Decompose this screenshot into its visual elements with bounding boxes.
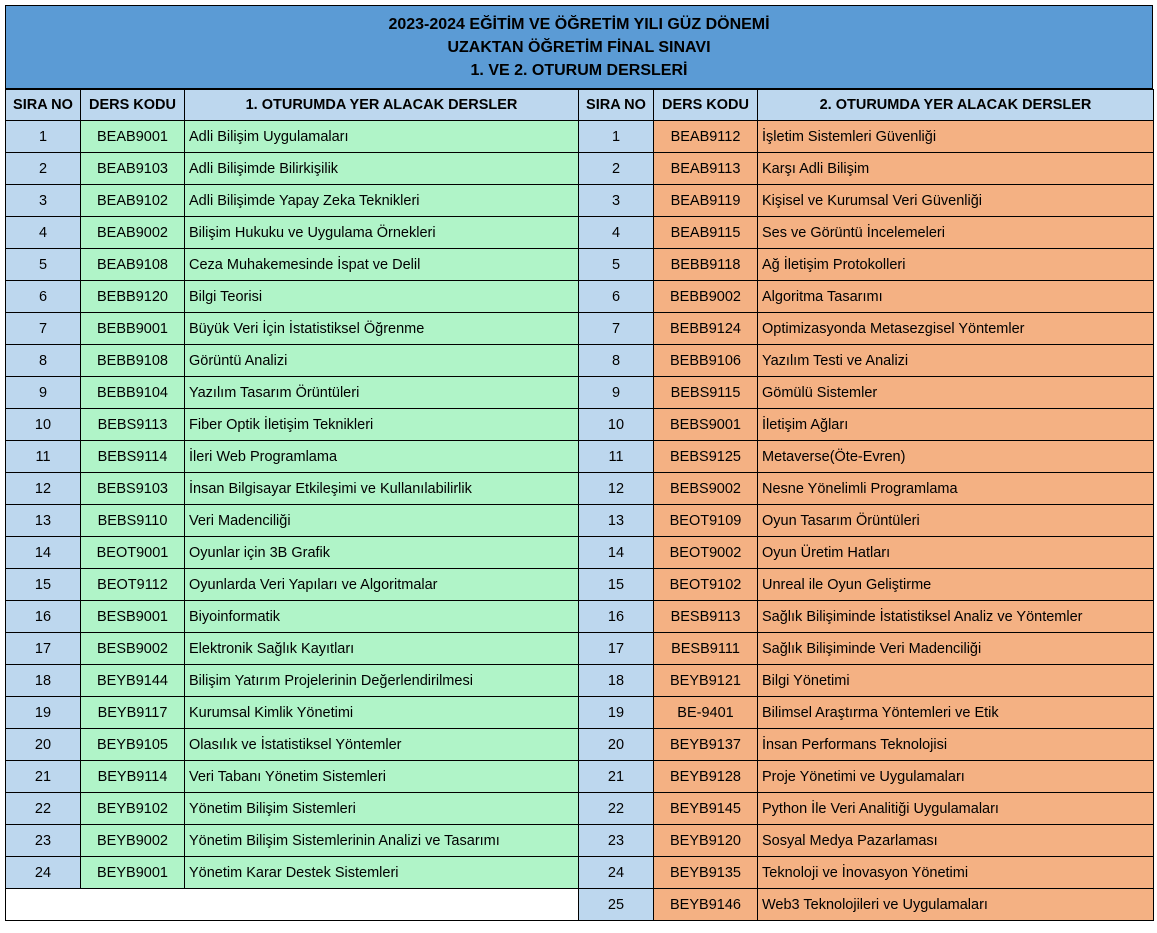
session1-ders-kodu: BEBB9001: [81, 313, 185, 345]
session2-ders-adi: Sağlık Bilişiminde Veri Madenciliği: [758, 633, 1154, 665]
session2-sira-no: 13: [579, 505, 654, 537]
table-row: [6, 121, 1154, 153]
session2-sira-no: 23: [579, 825, 654, 857]
title-block: [5, 5, 1153, 89]
table-row: [6, 281, 1154, 313]
session2-sira-no: 15: [579, 569, 654, 601]
session2-ders-adi: Metaverse(Öte-Evren): [758, 441, 1154, 473]
session2-sira-no: 2: [579, 153, 654, 185]
table-row: [6, 185, 1154, 217]
session2-ders-kodu: BEOT9102: [654, 569, 758, 601]
session2-ders-kodu: BEBS9002: [654, 473, 758, 505]
session1-ders-adi: Adli Bilişimde Yapay Zeka Teknikleri: [185, 185, 579, 217]
courses-body: [6, 121, 1154, 921]
session1-ders-adi: Oyunlarda Veri Yapıları ve Algoritmalar: [185, 569, 579, 601]
session2-ders-adi: Sosyal Medya Pazarlaması: [758, 825, 1154, 857]
session2-ders-adi: Bilgi Yönetimi: [758, 665, 1154, 697]
session1-sira-no: 11: [6, 441, 81, 473]
session1-ders-kodu: BEAB9108: [81, 249, 185, 281]
session2-sira-no: 8: [579, 345, 654, 377]
session1-ders-kodu: BEOT9112: [81, 569, 185, 601]
session1-ders-adi: Kurumsal Kimlik Yönetimi: [185, 697, 579, 729]
session1-ders-adi: Yönetim Bilişim Sistemleri: [185, 793, 579, 825]
session2-ders-kodu: BEYB9145: [654, 793, 758, 825]
exam-schedule-sheet: [5, 5, 1153, 921]
session2-ders-adi: Ağ İletişim Protokolleri: [758, 249, 1154, 281]
session2-ders-kodu: BEBS9001: [654, 409, 758, 441]
session2-ders-adi: Optimizasyonda Metasezgisel Yöntemler: [758, 313, 1154, 345]
table-row: [6, 601, 1154, 633]
session1-ders-adi: Bilgi Teorisi: [185, 281, 579, 313]
session2-ders-kodu: BEAB9113: [654, 153, 758, 185]
courses-table: [5, 89, 1154, 921]
session2-sira-no: 5: [579, 249, 654, 281]
session2-ders-adi: İnsan Performans Teknolojisi: [758, 729, 1154, 761]
session1-ders-adi: Olasılık ve İstatistiksel Yöntemler: [185, 729, 579, 761]
session2-sira-no: 11: [579, 441, 654, 473]
session2-sira-no: 21: [579, 761, 654, 793]
session1-ders-kodu: BEBS9113: [81, 409, 185, 441]
session2-ders-adi: Unreal ile Oyun Geliştirme: [758, 569, 1154, 601]
header-row: [6, 90, 1154, 121]
session1-ders-kodu: BEYB9102: [81, 793, 185, 825]
session2-sira-no: 17: [579, 633, 654, 665]
table-row: [6, 857, 1154, 889]
table-row: [6, 729, 1154, 761]
table-row: [6, 505, 1154, 537]
session2-sira-no: 6: [579, 281, 654, 313]
session1-sira-no: 5: [6, 249, 81, 281]
session1-ders-kodu: BEAB9002: [81, 217, 185, 249]
session2-ders-kodu: BEAB9115: [654, 217, 758, 249]
session2-ders-adi: Sağlık Bilişiminde İstatistiksel Analiz ve Yöntemler: [758, 601, 1154, 633]
session2-ders-kodu: BEBB9002: [654, 281, 758, 313]
session1-sira-no: 15: [6, 569, 81, 601]
table-row: [6, 473, 1154, 505]
table-row: [6, 409, 1154, 441]
session1-ders-adi: Elektronik Sağlık Kayıtları: [185, 633, 579, 665]
session1-sira-no: 24: [6, 857, 81, 889]
session2-ders-adi: Bilimsel Araştırma Yöntemleri ve Etik: [758, 697, 1154, 729]
header-ders-kodu-2: DERS KODU: [654, 90, 758, 121]
header-session2: 2. OTURUMDA YER ALACAK DERSLER: [758, 90, 1154, 121]
session1-ders-adi: İnsan Bilgisayar Etkileşimi ve Kullanılabilirlik: [185, 473, 579, 505]
session1-sira-no: 2: [6, 153, 81, 185]
session2-ders-kodu: BEYB9137: [654, 729, 758, 761]
session1-ders-kodu: BEYB9001: [81, 857, 185, 889]
header-session1: 1. OTURUMDA YER ALACAK DERSLER: [185, 90, 579, 121]
session2-ders-kodu: BESB9113: [654, 601, 758, 633]
session1-sira-no: 18: [6, 665, 81, 697]
session1-sira-no: 3: [6, 185, 81, 217]
session1-ders-adi: Oyunlar için 3B Grafik: [185, 537, 579, 569]
session1-ders-kodu: BEBB9104: [81, 377, 185, 409]
session2-sira-no: 1: [579, 121, 654, 153]
session1-ders-kodu: BEBS9114: [81, 441, 185, 473]
session1-ders-kodu: BEYB9117: [81, 697, 185, 729]
session2-sira-no: 25: [579, 889, 654, 921]
session2-ders-kodu: BEAB9112: [654, 121, 758, 153]
session1-ders-kodu: BEYB9105: [81, 729, 185, 761]
session2-ders-kodu: BEBB9106: [654, 345, 758, 377]
session2-ders-adi: Teknoloji ve İnovasyon Yönetimi: [758, 857, 1154, 889]
session2-sira-no: 24: [579, 857, 654, 889]
table-row: [6, 153, 1154, 185]
session1-ders-kodu: BEBS9103: [81, 473, 185, 505]
session1-ders-kodu: BESB9002: [81, 633, 185, 665]
session2-ders-kodu: BEYB9146: [654, 889, 758, 921]
session2-sira-no: 4: [579, 217, 654, 249]
table-row: [6, 761, 1154, 793]
session2-ders-kodu: BEAB9119: [654, 185, 758, 217]
session2-ders-adi: İletişim Ağları: [758, 409, 1154, 441]
header-sira-no-1: SIRA NO: [6, 90, 81, 121]
session2-ders-adi: Yazılım Testi ve Analizi: [758, 345, 1154, 377]
session2-ders-adi: Algoritma Tasarımı: [758, 281, 1154, 313]
session2-sira-no: 10: [579, 409, 654, 441]
session2-ders-kodu: BEBB9124: [654, 313, 758, 345]
session1-ders-adi: Bilişim Yatırım Projelerinin Değerlendirilmesi: [185, 665, 579, 697]
session1-ders-adi: Büyük Veri İçin İstatistiksel Öğrenme: [185, 313, 579, 345]
session1-sira-no: 17: [6, 633, 81, 665]
session1-ders-adi: Biyoinformatik: [185, 601, 579, 633]
table-row: [6, 313, 1154, 345]
session2-ders-adi: Kişisel ve Kurumsal Veri Güvenliği: [758, 185, 1154, 217]
session2-sira-no: 7: [579, 313, 654, 345]
session1-ders-kodu: BEYB9002: [81, 825, 185, 857]
session2-ders-kodu: BEOT9002: [654, 537, 758, 569]
table-row: [6, 569, 1154, 601]
session1-ders-adi: Ceza Muhakemesinde İspat ve Delil: [185, 249, 579, 281]
session1-sira-no: 23: [6, 825, 81, 857]
session2-sira-no: 9: [579, 377, 654, 409]
session2-ders-kodu: BEYB9121: [654, 665, 758, 697]
session1-sira-no: 16: [6, 601, 81, 633]
session1-ders-kodu: BEAB9102: [81, 185, 185, 217]
table-row: [6, 441, 1154, 473]
session1-sira-no: 21: [6, 761, 81, 793]
header-sira-no-2: SIRA NO: [579, 90, 654, 121]
session1-sira-no: 12: [6, 473, 81, 505]
session1-sira-no: 20: [6, 729, 81, 761]
session1-ders-adi: Yönetim Karar Destek Sistemleri: [185, 857, 579, 889]
session2-sira-no: 19: [579, 697, 654, 729]
session2-sira-no: 20: [579, 729, 654, 761]
table-row: [6, 793, 1154, 825]
session1-ders-adi: Fiber Optik İletişim Teknikleri: [185, 409, 579, 441]
session2-ders-adi: Web3 Teknolojileri ve Uygulamaları: [758, 889, 1154, 921]
session1-sira-no: 7: [6, 313, 81, 345]
session2-ders-kodu: BEBB9118: [654, 249, 758, 281]
session2-ders-kodu: BEYB9135: [654, 857, 758, 889]
table-row: [6, 377, 1154, 409]
session1-ders-adi: Veri Tabanı Yönetim Sistemleri: [185, 761, 579, 793]
session2-ders-kodu: BEBS9125: [654, 441, 758, 473]
table-row: [6, 633, 1154, 665]
session2-ders-adi: Ses ve Görüntü İncelemeleri: [758, 217, 1154, 249]
session1-ders-adi: Bilişim Hukuku ve Uygulama Örnekleri: [185, 217, 579, 249]
session1-sira-no: 1: [6, 121, 81, 153]
session1-sira-no: 14: [6, 537, 81, 569]
session1-ders-kodu: BEYB9114: [81, 761, 185, 793]
table-row: [6, 889, 1154, 921]
session1-sira-no: 8: [6, 345, 81, 377]
session1-empty-cell: [6, 889, 579, 921]
session1-ders-adi: Adli Bilişim Uygulamaları: [185, 121, 579, 153]
table-row: [6, 665, 1154, 697]
session1-sira-no: 6: [6, 281, 81, 313]
session2-sira-no: 14: [579, 537, 654, 569]
session1-ders-adi: İleri Web Programlama: [185, 441, 579, 473]
title-line-3: 1. VE 2. OTURUM DERSLERİ: [470, 61, 688, 79]
session1-ders-kodu: BEYB9144: [81, 665, 185, 697]
session1-sira-no: 9: [6, 377, 81, 409]
session2-ders-adi: Nesne Yönelimli Programlama: [758, 473, 1154, 505]
title-line-1: 2023-2024 EĞİTİM VE ÖĞRETİM YILI GÜZ DÖNEMİ: [388, 15, 770, 33]
session1-ders-adi: Yazılım Tasarım Örüntüleri: [185, 377, 579, 409]
session2-ders-kodu: BESB9111: [654, 633, 758, 665]
table-row: [6, 537, 1154, 569]
session2-ders-adi: İşletim Sistemleri Güvenliği: [758, 121, 1154, 153]
session2-ders-adi: Oyun Üretim Hatları: [758, 537, 1154, 569]
session2-ders-kodu: BEYB9128: [654, 761, 758, 793]
session2-sira-no: 18: [579, 665, 654, 697]
session2-ders-kodu: BEOT9109: [654, 505, 758, 537]
session2-ders-kodu: BE-9401: [654, 697, 758, 729]
table-row: [6, 249, 1154, 281]
session1-ders-kodu: BEBS9110: [81, 505, 185, 537]
table-row: [6, 697, 1154, 729]
session1-ders-kodu: BEBB9120: [81, 281, 185, 313]
session1-ders-adi: Görüntü Analizi: [185, 345, 579, 377]
session2-ders-adi: Python İle Veri Analitiği Uygulamaları: [758, 793, 1154, 825]
session2-ders-kodu: BEYB9120: [654, 825, 758, 857]
session1-sira-no: 13: [6, 505, 81, 537]
session1-ders-kodu: BEAB9001: [81, 121, 185, 153]
session1-sira-no: 19: [6, 697, 81, 729]
session1-ders-kodu: BEBB9108: [81, 345, 185, 377]
session1-ders-kodu: BEOT9001: [81, 537, 185, 569]
session2-ders-adi: Gömülü Sistemler: [758, 377, 1154, 409]
header-ders-kodu-1: DERS KODU: [81, 90, 185, 121]
table-row: [6, 217, 1154, 249]
session2-ders-kodu: BEBS9115: [654, 377, 758, 409]
session2-ders-adi: Proje Yönetimi ve Uygulamaları: [758, 761, 1154, 793]
session2-sira-no: 3: [579, 185, 654, 217]
session2-ders-adi: Oyun Tasarım Örüntüleri: [758, 505, 1154, 537]
session1-ders-adi: Adli Bilişimde Bilirkişilik: [185, 153, 579, 185]
title-line-2: UZAKTAN ÖĞRETİM FİNAL SINAVI: [447, 38, 711, 56]
session2-sira-no: 22: [579, 793, 654, 825]
table-row: [6, 825, 1154, 857]
session1-ders-adi: Yönetim Bilişim Sistemlerinin Analizi ve Tasarımı: [185, 825, 579, 857]
session1-ders-adi: Veri Madenciliği: [185, 505, 579, 537]
session1-sira-no: 4: [6, 217, 81, 249]
session1-ders-kodu: BESB9001: [81, 601, 185, 633]
session2-sira-no: 12: [579, 473, 654, 505]
session2-sira-no: 16: [579, 601, 654, 633]
session1-sira-no: 10: [6, 409, 81, 441]
session2-ders-adi: Karşı Adli Bilişim: [758, 153, 1154, 185]
session1-sira-no: 22: [6, 793, 81, 825]
session1-ders-kodu: BEAB9103: [81, 153, 185, 185]
table-row: [6, 345, 1154, 377]
